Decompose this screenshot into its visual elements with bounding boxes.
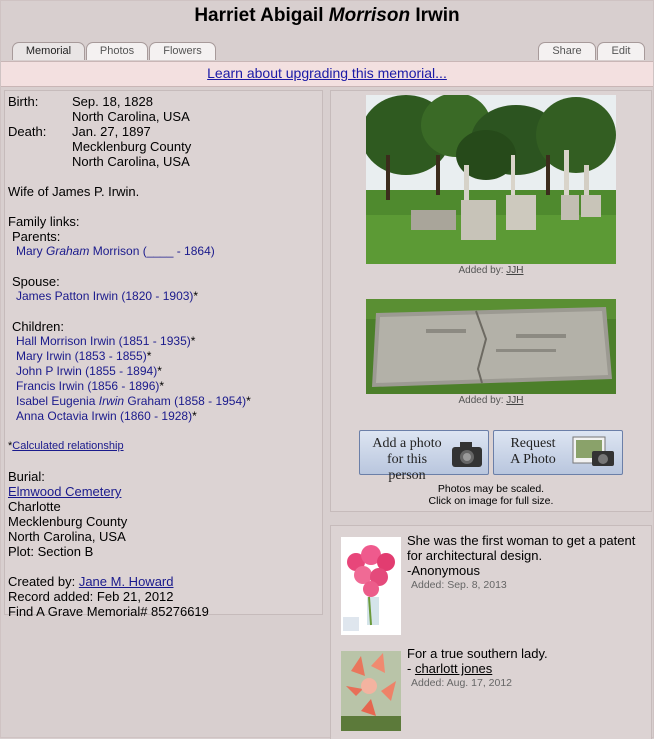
- created-by-label: Created by:: [8, 574, 79, 589]
- title-first: Harriet Abigail: [194, 5, 329, 26]
- flower-note-2: For a true southern lady. - charlott jones Added: Aug. 17, 2012: [407, 646, 647, 691]
- photos-scaled-note: Photos may be scaled. Click on image for full size.: [428, 483, 554, 507]
- request-photo-button[interactable]: [493, 430, 623, 475]
- lily-bouquet-image: [341, 651, 401, 731]
- tab-flowers[interactable]: Flowers: [149, 42, 216, 60]
- flower-note-1-added: Added: Sep. 8, 2013: [411, 579, 507, 591]
- birth-label: Birth:: [8, 94, 39, 109]
- add-photo-button[interactable]: [359, 430, 489, 483]
- tab-memorial[interactable]: Memorial: [12, 42, 85, 60]
- add-photo-line1: Add a photo: [372, 436, 442, 451]
- cemetery-photo[interactable]: [366, 95, 616, 264]
- photos-panel: [330, 90, 652, 512]
- tab-edit[interactable]: Edit: [597, 42, 645, 60]
- photo2-contributor-link[interactable]: JJH: [506, 395, 524, 406]
- memorial-details-panel: Birth: Sep. 18, 1828 North Carolina, USA Death: Jan. 27, 1897 Mecklenburg County North Carolina, USA Wife of James P. Irwin. Family links: Parents: Mary Graham Morrison (____ - 1864) Spouse: James Patton Irwin (1820 - 1903)* Children: Hall Morrison Irwin (1851 - 1935)* Mary Irwin (1853 - 1855)* John P Irwin (1855 - 1894)* Francis Irwin (1856 - 1896)* Isabel Eugenia Irwin Graham (1858 - 1954)* Anna Octavia Irwin (1860 - 1928)* *Calculated relationship Burial: Elmwood Cemetery Charlotte Mecklenburg County North Carolina, USA Plot: Section B Created by: Jane M. Howard Record added: Feb 21, 2012 Find A Grave Memorial# 85276619: [4, 90, 323, 615]
- rose-bouquet-image: [341, 537, 401, 635]
- spouse-link[interactable]: James Patton Irwin (1820 - 1903): [16, 289, 194, 303]
- title-maiden-name: Morrison: [328, 5, 411, 26]
- tab-share[interactable]: Share: [538, 42, 596, 60]
- grave-slab-photo[interactable]: [366, 299, 616, 394]
- upgrade-banner: [1, 61, 653, 87]
- spouse-star: *: [193, 289, 199, 303]
- burial-plot: Plot: Section B: [8, 544, 94, 559]
- flower-note-2-added: Added: Aug. 17, 2012: [411, 677, 513, 689]
- request-line1: Request: [510, 436, 556, 451]
- child-link[interactable]: John P Irwin (1855 - 1894): [16, 364, 158, 378]
- death-county: Mecklenburg County: [72, 139, 192, 154]
- death-state: North Carolina, USA: [72, 154, 190, 169]
- memorial-id: Find A Grave Memorial# 85276619: [8, 604, 209, 619]
- children-label: Children:: [12, 319, 65, 334]
- birth-date: Sep. 18, 1828: [72, 94, 153, 109]
- child-link[interactable]: Hall Morrison Irwin (1851 - 1935): [16, 334, 191, 348]
- birth-place: North Carolina, USA: [72, 109, 190, 124]
- child-link[interactable]: Mary Irwin (1853 - 1855): [16, 349, 147, 363]
- photo2-added-by: Added by: JJH: [458, 395, 524, 406]
- flower-author-link[interactable]: charlott jones: [414, 661, 493, 676]
- flower-note-1: She was the first woman to get a patent for architectural design. -Anonymous Added: Sep. 8, 2013: [407, 533, 647, 593]
- child-link[interactable]: Francis Irwin (1856 - 1896): [16, 379, 160, 393]
- cemetery-link[interactable]: Elmwood Cemetery: [8, 484, 122, 499]
- request-line2: A Photo: [510, 452, 556, 467]
- photo1-contributor-link[interactable]: JJH: [506, 265, 524, 276]
- death-date: Jan. 27, 1897: [72, 124, 151, 139]
- parents-label: Parents:: [12, 229, 61, 244]
- death-label: Death:: [8, 124, 47, 139]
- bio-text: Wife of James P. Irwin.: [8, 184, 140, 199]
- photo-camera-icon: [572, 435, 618, 469]
- burial-state: North Carolina, USA: [8, 529, 126, 544]
- parent-link[interactable]: Mary Graham Morrison (____ - 1864): [16, 244, 215, 258]
- camera-icon: [450, 437, 484, 469]
- child-link[interactable]: Isabel Eugenia Irwin Graham (1858 - 1954): [16, 394, 247, 408]
- burial-city: Charlotte: [8, 499, 61, 514]
- calculated-relationship-link[interactable]: Calculated relationship: [12, 440, 124, 452]
- creator-link[interactable]: Jane M. Howard: [78, 574, 174, 589]
- photo1-added-by: Added by: JJH: [458, 265, 524, 276]
- burial-county: Mecklenburg County: [8, 514, 128, 529]
- title-last: Irwin: [410, 5, 460, 26]
- calc-star: *: [8, 440, 13, 452]
- record-added: Record added: Feb 21, 2012: [8, 589, 174, 604]
- tab-photos[interactable]: Photos: [86, 42, 148, 60]
- family-links-heading: Family links:: [8, 214, 80, 229]
- tab-bar: [10, 42, 644, 61]
- flowers-panel: [330, 525, 652, 739]
- spouse-label: Spouse:: [12, 274, 60, 289]
- burial-label: Burial:: [8, 469, 45, 484]
- page-title: [0, 5, 654, 27]
- add-photo-line2: for this person: [386, 452, 428, 483]
- child-link[interactable]: Anna Octavia Irwin (1860 - 1928): [16, 409, 193, 423]
- upgrade-memorial-link[interactable]: Learn about upgrading this memorial...: [207, 65, 447, 81]
